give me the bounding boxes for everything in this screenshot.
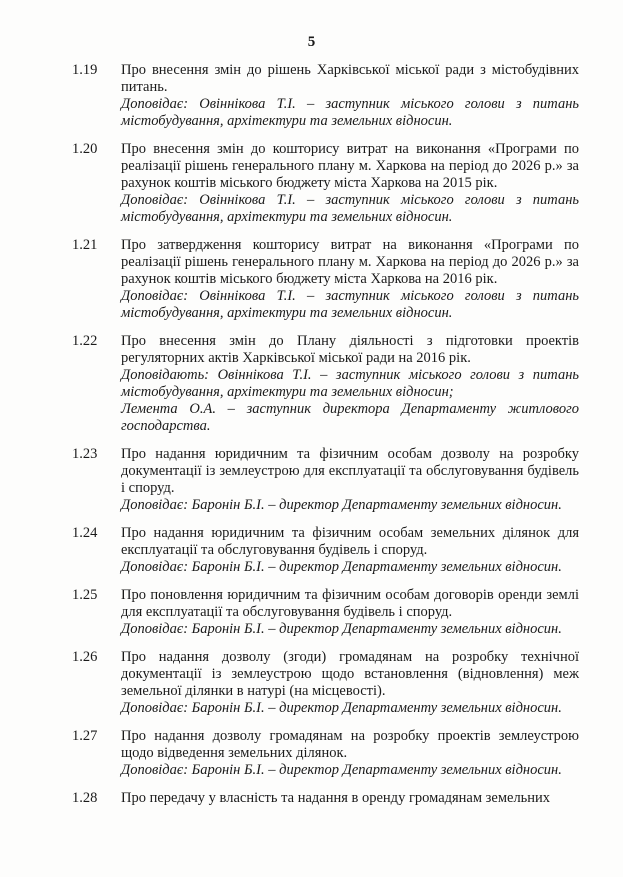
agenda-item-title: Про затвердження кошторису витрат на виконання «Програми по реалізації рішень генерального плану м. Харкова на період до 2026 р.» за рахунок коштів міського бюджету міста Харкова на 2016 рік. bbox=[121, 237, 579, 287]
agenda-item-body bbox=[121, 790, 579, 807]
agenda-item-number: 1.23 bbox=[72, 446, 98, 462]
agenda-item-number: 1.20 bbox=[72, 141, 98, 157]
agenda-item-body bbox=[121, 587, 579, 638]
agenda-item bbox=[0, 237, 623, 322]
agenda-item bbox=[0, 62, 623, 130]
agenda-item-number: 1.26 bbox=[72, 649, 98, 665]
agenda-item-body bbox=[121, 141, 579, 226]
agenda-item-speaker: Доповідає: Баронін Б.І. – директор Департаменту земельних відносин. bbox=[121, 559, 562, 575]
agenda-item-body bbox=[121, 237, 579, 322]
agenda-item bbox=[0, 649, 623, 717]
agenda-item bbox=[0, 141, 623, 226]
agenda-item-body bbox=[121, 728, 579, 779]
agenda-item bbox=[0, 728, 623, 779]
agenda-item-speaker: Доповідає: Баронін Б.І. – директор Департаменту земельних відносин. bbox=[121, 762, 562, 778]
agenda-item-body bbox=[121, 333, 579, 435]
agenda-item-title: Про надання дозволу громадянам на розробку проектів землеустрою щодо відведення земельних ділянок. bbox=[121, 728, 579, 761]
agenda-item-speaker: Доповідає: Овіннікова Т.І. – заступник міського голови з питань містобудування, архітектури та земельних відносин. bbox=[121, 96, 579, 129]
agenda-items bbox=[0, 62, 623, 818]
agenda-item-number: 1.19 bbox=[72, 62, 98, 78]
agenda-item-number: 1.27 bbox=[72, 728, 98, 744]
agenda-item-title: Про надання юридичним та фізичним особам земельних ділянок для експлуатації та обслуговування будівель і споруд. bbox=[121, 525, 579, 558]
agenda-item-speaker: Доповідає: Овіннікова Т.І. – заступник міського голови з питань містобудування, архітектури та земельних відносин. bbox=[121, 288, 579, 321]
agenda-item-title: Про внесення змін до Плану діяльності з підготовки проектів регуляторних актів Харківської міської ради на 2016 рік. bbox=[121, 333, 579, 366]
agenda-item bbox=[0, 525, 623, 576]
page-number: 5 bbox=[307, 34, 316, 50]
agenda-item bbox=[0, 446, 623, 514]
agenda-item-speaker: Доповідає: Баронін Б.І. – директор Департаменту земельних відносин. bbox=[121, 497, 562, 513]
agenda-item-body bbox=[121, 62, 579, 130]
agenda-item-number: 1.28 bbox=[72, 790, 98, 806]
agenda-item-title: Про поновлення юридичним та фізичним особам договорів оренди землі для експлуатації та обслуговування будівель і споруд. bbox=[121, 587, 579, 620]
agenda-item bbox=[0, 333, 623, 435]
agenda-item-speaker: Доповідає: Овіннікова Т.І. – заступник міського голови з питань містобудування, архітектури та земельних відносин. bbox=[121, 192, 579, 225]
agenda-item-title: Про внесення змін до рішень Харківської міської ради з містобудівних питань. bbox=[121, 62, 579, 95]
agenda-item-speaker: Доповідає: Баронін Б.І. – директор Департаменту земельних відносин. bbox=[121, 700, 562, 716]
agenda-item-number: 1.25 bbox=[72, 587, 98, 603]
agenda-item-body bbox=[121, 649, 579, 717]
agenda-item-number: 1.22 bbox=[72, 333, 98, 349]
agenda-item-speaker: Доповідає: Баронін Б.І. – директор Департаменту земельних відносин. bbox=[121, 621, 562, 637]
agenda-item-number: 1.24 bbox=[72, 525, 98, 541]
agenda-item bbox=[0, 790, 623, 807]
agenda-item-title: Про передачу у власність та надання в оренду громадянам земельних bbox=[121, 790, 551, 806]
agenda-item-speaker: Доповідають: Овіннікова Т.І. – заступник міського голови з питань містобудування, архітектури та земельних відносин; bbox=[121, 367, 579, 400]
agenda-item-title: Про внесення змін до кошторису витрат на виконання «Програми по реалізації рішень генерального плану м. Харкова на період до 2026 р.» за рахунок коштів міського бюджету міста Харкова на 2015 рік. bbox=[121, 141, 579, 191]
agenda-item-number: 1.21 bbox=[72, 237, 98, 253]
agenda-item-speaker: Лемента О.А. – заступник директора Департаменту житлового господарства. bbox=[121, 401, 579, 434]
agenda-item-body bbox=[121, 446, 579, 514]
agenda-item-title: Про надання дозволу (згоди) громадянам на розробку технічної документації із землеустрою щодо встановлення (відновлення) меж земельної ділянки в натурі (на місцевості). bbox=[121, 649, 579, 699]
agenda-item-title: Про надання юридичним та фізичним особам дозволу на розробку документації із землеустрою для експлуатації та обслуговування будівель і споруд. bbox=[121, 446, 579, 496]
agenda-item bbox=[0, 587, 623, 638]
agenda-item-body bbox=[121, 525, 579, 576]
